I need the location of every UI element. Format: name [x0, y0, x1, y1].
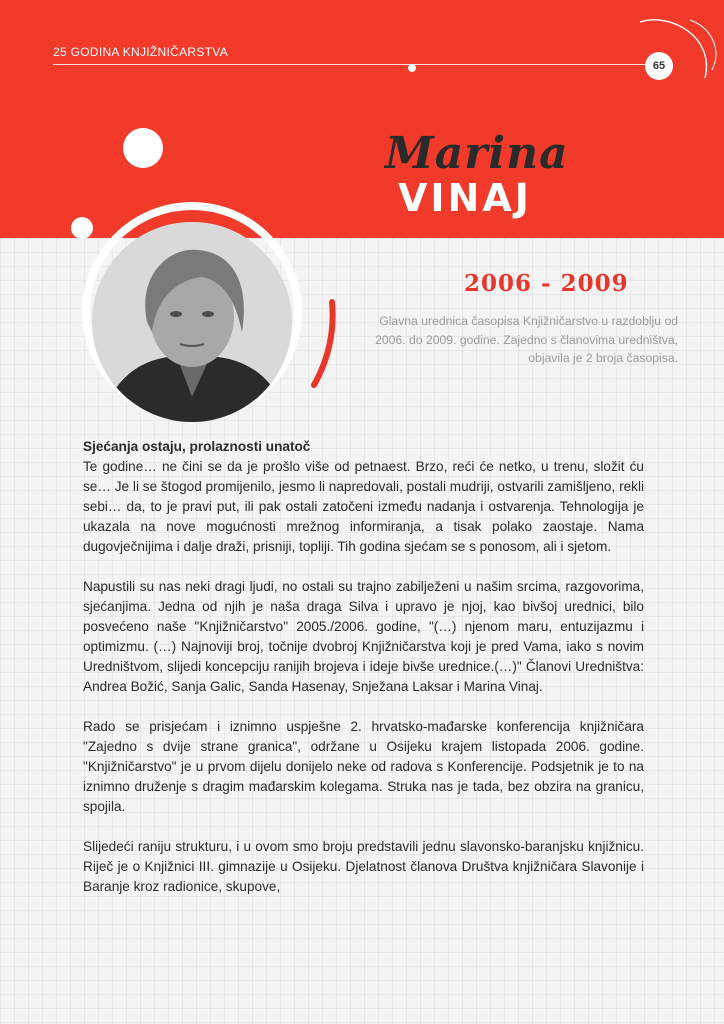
article-paragraph: Slijedeći raniju strukturu, i u ovom smo broju predstavili jednu slavonsko-baranjsku knjižnicu. Riječ je o Knjižnici III. gimnazije u Osijeku. Djelatnost članova Društva knjižničara Slavonije i Baranje kroz radionice, skupove,: [83, 839, 644, 894]
header-rule: [53, 64, 653, 65]
article-paragraph: Napustili su nas neki dragi ljudi, no ostali su trajno zabilježeni u našim srcima, razgovorima, sjećanjima. Jedna od njih je naša draga Silva i upravo je njoj, kao bivšoj urednici, bilo posvećeno naše "Knjižničarstvo" 2005./2006. godine, "(…) njenom maru, entuzijazmu i optimizmu. (…) Najnoviji broj, točnije dvobroj Knjižničarstva koji je pred Vama, iako s novim Uredništvom, slijedi koncepciju ranijih brojeva i ideje bivše urednice.(…)" Članovi Uredništva: Andrea Božić, Sanja Galic, Sanda Hasenay, Snježana Laksar i Marina Vinaj.: [83, 579, 644, 694]
portrait-photo: [92, 222, 292, 422]
running-title: 25 GODINA KNJIŽNIČARSTVA: [53, 45, 229, 59]
article-paragraph: Rado se prisjećam i iznimno uspješne 2. hrvatsko-mađarske konferencija knjižničara "Zajedno s dvije strane granica", održane u Osijeku krajem listopada 2006. godine. "Knjižničarstvo" je u prvom dijelu donijelo neke od radova s Konferencije. Podsjetnik je to na iznimno druženje s dragim mađarskim kolegama. Struka nas je tada, bez obzira na granicu, spojila.: [83, 719, 644, 814]
first-name: Marina: [385, 128, 569, 179]
last-name: VINAJ: [398, 176, 532, 220]
photo-accent-arc: [314, 302, 333, 385]
page-number: 65: [645, 52, 673, 80]
portrait-illustration: [92, 222, 292, 422]
header-band: [0, 0, 724, 238]
article-heading: Sjećanja ostaju, prolaznosti unatoč: [83, 439, 311, 454]
article-paragraph: Te godine… ne čini se da je prošlo više od petnaest. Brzo, reći će netko, u trenu, složit ću se… Je li se štogod promijenilo, jesmo li napredovali, postali mudriji, ostvarili zamišljeno, rekli sebi… da, to je pravi put, ili pak ostali zatočeni između nadanja i ostvarenja. Tehnologija je ukazala na nove mogućnosti mrežnog informiranja, a tisak polako zaostaje. Nama dugovječnijima i dalje draži, prisniji, topliji. Tih godina sjećam se s ponosom, ali i sjetom.: [83, 459, 644, 554]
article-body: [83, 437, 644, 917]
tenure-years: 2006 - 2009: [464, 270, 629, 297]
role-description: Glavna urednica časopisa Knjižničarstvo u razdoblju od 2006. do 2009. godine. Zajedno s članovima uredništva, objavila je 2 broja časopisa.: [375, 314, 678, 365]
